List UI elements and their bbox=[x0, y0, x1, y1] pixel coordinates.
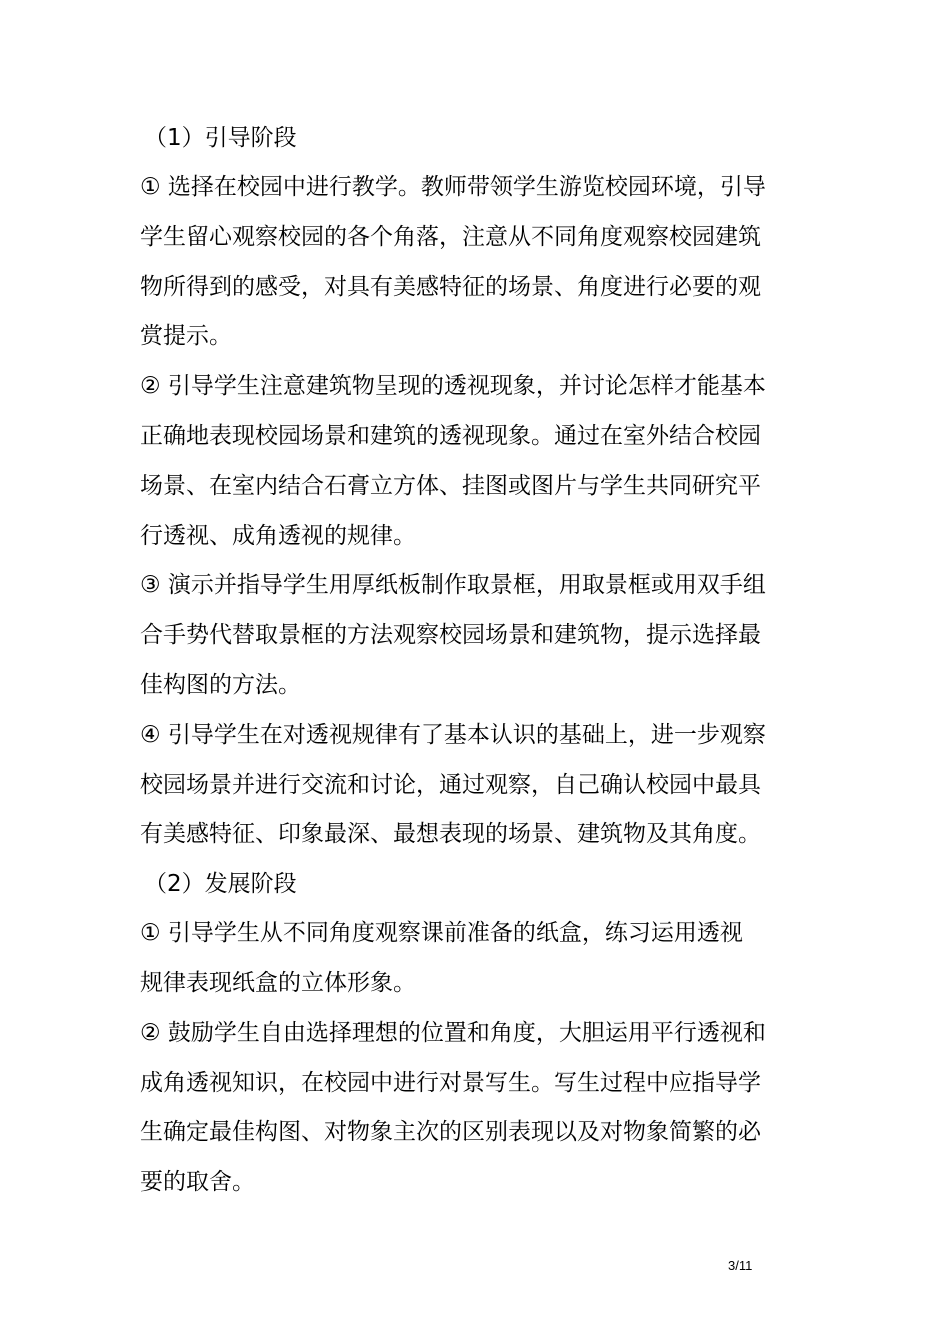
section-heading-development: （2）发展阶段 bbox=[144, 871, 297, 898]
text-line: ① 引导学生从不同角度观察课前准备的纸盒，练习运用透视 bbox=[140, 920, 743, 947]
paragraph-guidance-1 bbox=[140, 163, 820, 362]
page-number: 3/11 bbox=[728, 1258, 753, 1273]
paragraph-guidance-4 bbox=[140, 711, 820, 860]
paragraph-guidance-2 bbox=[140, 362, 820, 561]
text-line: 生确定最佳构图、对物象主次的区别表现以及对物象简繁的必 bbox=[140, 1119, 761, 1146]
section-heading-guidance: （1）引导阶段 bbox=[144, 125, 297, 151]
text-line: ① 选择在校园中进行教学。教师带领学生游览校园环境，引导 bbox=[140, 174, 766, 200]
text-line: 物所得到的感受，对具有美感特征的场景、角度进行必要的观 bbox=[140, 273, 761, 300]
text-line: ② 鼓励学生自由选择理想的位置和角度，大胆运用平行透视和 bbox=[140, 1019, 766, 1046]
text-line: 校园场景并进行交流和讨论，通过观察，自己确认校园中最具 bbox=[140, 771, 761, 798]
paragraph-guidance-3 bbox=[140, 561, 820, 710]
paragraph-development-2 bbox=[140, 1009, 820, 1208]
text-line: 合手势代替取景框的方法观察校园场景和建筑物，提示选择最 bbox=[140, 622, 761, 649]
text-line: 有美感特征、印象最深、最想表现的场景、建筑物及其角度。 bbox=[140, 821, 761, 848]
text-line: ② 引导学生注意建筑物呈现的透视现象，并讨论怎样才能基本 bbox=[140, 373, 766, 400]
text-line: 佳构图的方法。 bbox=[140, 671, 301, 698]
text-line: ③ 演示并指导学生用厚纸板制作取景框，用取景框或用双手组 bbox=[140, 572, 766, 599]
text-line: 行透视、成角透视的规律。 bbox=[140, 522, 416, 549]
text-line: 学生留心观察校园的各个角落，注意从不同角度观察校园建筑 bbox=[140, 223, 761, 250]
document-body bbox=[140, 114, 820, 1208]
text-line: 场景、在室内结合石膏立方体、挂图或图片与学生共同研究平 bbox=[140, 472, 761, 499]
text-line: 成角透视知识，在校园中进行对景写生。写生过程中应指导学 bbox=[140, 1069, 761, 1096]
text-line: 要的取舍。 bbox=[140, 1169, 255, 1196]
text-line: 正确地表现校园场景和建筑的透视现象。通过在室外结合校园 bbox=[140, 422, 761, 449]
text-line: ④ 引导学生在对透视规律有了基本认识的基础上，进一步观察 bbox=[140, 721, 766, 748]
paragraph-development-1 bbox=[140, 909, 820, 1009]
text-line: 赏提示。 bbox=[140, 323, 232, 350]
text-line: 规律表现纸盒的立体形象。 bbox=[140, 969, 416, 996]
